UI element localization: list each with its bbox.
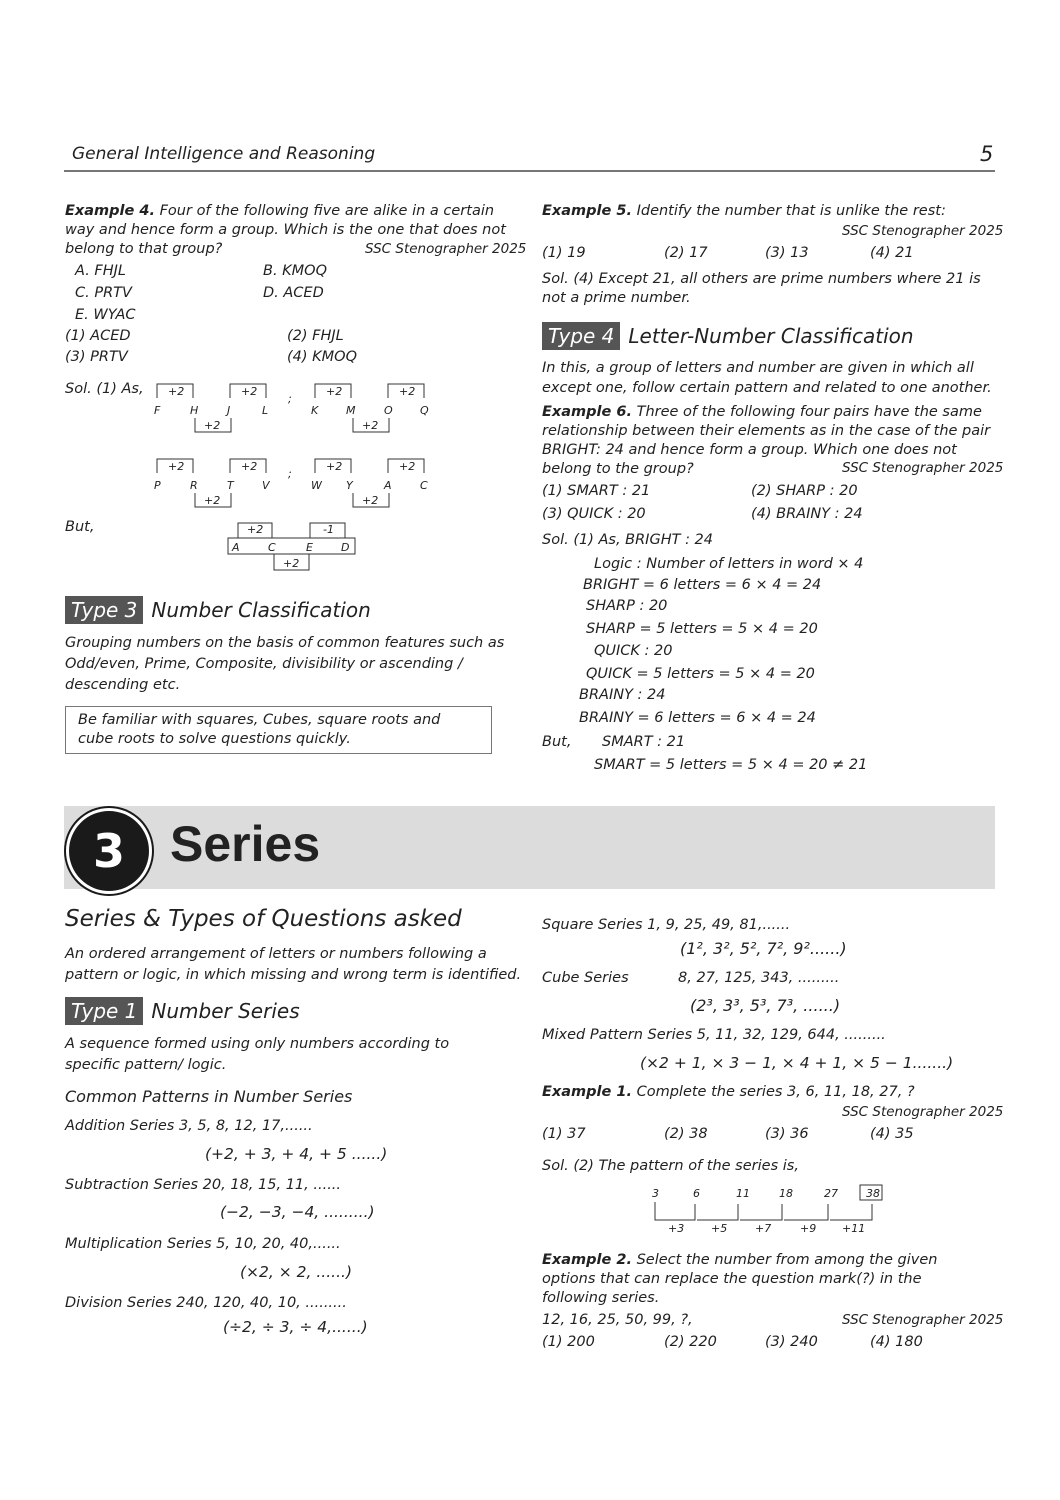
diagram-letter: H — [190, 404, 199, 417]
type-1-heading — [65, 997, 300, 1025]
chapter-number-badge: 3 — [66, 808, 152, 894]
diagram-step-label: +2 — [168, 385, 185, 398]
cube-pattern: (2³, 3³, 5³, 7³, ......) — [690, 996, 841, 1015]
series-diff: +5 — [711, 1222, 728, 1235]
diagram-step-label: +2 — [241, 385, 258, 398]
series-heading: Series & Types of Questions asked — [65, 906, 462, 932]
ex1-solution: Sol. (2) The pattern of the series is, — [542, 1158, 799, 1174]
ex6-but-line-2: SMART = 5 letters = 5 × 4 = 20 ≠ 21 — [594, 757, 868, 773]
series-term: 11 — [736, 1187, 750, 1200]
square-series: Square Series 1, 9, 25, 49, 81,...... — [542, 917, 791, 933]
diagram-step-label: +2 — [204, 494, 221, 507]
patterns-heading: Common Patterns in Number Series — [65, 1087, 353, 1106]
diagram-letter: V — [262, 479, 270, 492]
diagram-letter: K — [311, 404, 319, 417]
ex1-option-4: (4) 35 — [870, 1126, 914, 1142]
series-diff: +7 — [755, 1222, 772, 1235]
type-4-text: In this, a group of letters and number are given in which all except one, follow certain pattern and related to one another. — [542, 360, 992, 396]
diagram-letter: O — [384, 404, 393, 417]
diff-bracket — [830, 1204, 872, 1220]
addition-pattern: (+2, + 3, + 4, + 5 ......) — [205, 1145, 388, 1163]
diagram-step-label: -1 — [323, 523, 334, 536]
ex6-option-3: (3) QUICK : 20 — [542, 506, 646, 522]
diagram-letter: C — [420, 479, 428, 492]
diagram-step-label: +2 — [247, 523, 264, 536]
ex6-option-1: (1) SMART : 21 — [542, 483, 651, 499]
header-rule — [64, 170, 995, 172]
diagram-letter: P — [154, 479, 161, 492]
example-6-source: SSC Stenographer 2025 — [842, 460, 1004, 476]
type-1-title: Number Series — [151, 999, 300, 1023]
example-5-source: SSC Stenographer 2025 — [842, 223, 1004, 239]
ex4-option-2: (2) FHJL — [287, 328, 344, 344]
diagram-step-label: +2 — [326, 385, 343, 398]
series-term: 38 — [866, 1187, 880, 1200]
division-series: Division Series 240, 120, 40, 10, ......... — [65, 1295, 347, 1311]
type-3-label: Type 3 — [65, 596, 143, 624]
ex1-option-2: (2) 38 — [664, 1126, 708, 1142]
subtraction-pattern: (−2, −3, −4, .........) — [220, 1203, 375, 1221]
ex4-item-a: A. FHJL — [75, 263, 127, 279]
series-diff: +11 — [842, 1222, 866, 1235]
diff-bracket — [784, 1204, 828, 1220]
diagram-letter: J — [227, 404, 231, 417]
series-term: 3 — [652, 1187, 659, 1200]
ex5-option-3: (3) 13 — [765, 245, 809, 261]
series-intro: An ordered arrangement of letters or numbers following a pattern or logic, in which missing and wrong term is identified. — [65, 946, 522, 983]
ex6-line: SHARP = 5 letters = 5 × 4 = 20 — [586, 621, 818, 637]
diagram-letter: C — [268, 541, 276, 554]
diagram-step-label: +2 — [241, 460, 258, 473]
ex2-option-4: (4) 180 — [870, 1334, 923, 1350]
diagram-letter: R — [190, 479, 198, 492]
chapter-title: Series — [170, 816, 321, 872]
example-2-source: SSC Stenographer 2025 — [842, 1312, 1004, 1328]
type-3-title: Number Classification — [151, 598, 371, 622]
cube-series-label: Cube Series — [542, 970, 629, 986]
ex6-line: QUICK = 5 letters = 5 × 4 = 20 — [586, 666, 815, 682]
example-4-source: SSC Stenographer 2025 — [365, 241, 527, 257]
letter-step-diagram-3 — [220, 516, 370, 576]
ex4-solution: Sol. (1) As, — [65, 381, 144, 397]
ex2-option-2: (2) 220 — [664, 1334, 717, 1350]
diagram-letter: F — [154, 404, 161, 417]
ex4-option-3: (3) PRTV — [65, 349, 128, 365]
series-diff: +3 — [668, 1222, 685, 1235]
example-4-question: Example 4. Four of the following five are alike in a certain way and hence form a group. Which is the one that does not belong to that group? — [65, 203, 506, 257]
ex6-option-4: (4) BRAINY : 24 — [751, 506, 863, 522]
ex6-solution: Sol. (1) As, BRIGHT : 24 — [542, 532, 714, 548]
diff-bracket — [740, 1204, 782, 1220]
ex6-line: BRIGHT = 6 letters = 6 × 4 = 24 — [583, 577, 822, 593]
ex1-option-3: (3) 36 — [765, 1126, 809, 1142]
ex6-line: QUICK : 20 — [594, 643, 673, 659]
diagram-step-label: +2 — [168, 460, 185, 473]
diagram-step-label: +2 — [326, 460, 343, 473]
series-term: 27 — [824, 1187, 838, 1200]
tip-box: Be familiar with squares, Cubes, square roots and cube roots to solve questions quickly. — [65, 706, 492, 754]
diagram-step-label: +2 — [204, 419, 221, 432]
diagram-letter: Q — [420, 404, 429, 417]
example-5-question: Example 5. Identify the number that is unlike the rest: — [542, 203, 946, 219]
type-4-title: Letter-Number Classification — [628, 324, 914, 348]
example-1-source: SSC Stenographer 2025 — [842, 1104, 1004, 1120]
letter-step-diagram-1 — [140, 378, 440, 438]
ex1-option-1: (1) 37 — [542, 1126, 586, 1142]
diagram-letter: A — [232, 541, 240, 554]
multiplication-pattern: (×2, × 2, ......) — [240, 1263, 352, 1281]
diagram-step-label: +2 — [399, 460, 416, 473]
diagram-letter: W — [311, 479, 322, 492]
running-header: General Intelligence and Reasoning — [72, 144, 376, 164]
diagram-separator: ; — [288, 392, 292, 405]
page-number: 5 — [980, 142, 994, 166]
ex6-line: BRAINY : 24 — [579, 687, 666, 703]
diagram-letter-box — [228, 538, 355, 554]
example-6-question: Example 6. Three of the following four pairs have the same relationship between their elements as in the case of the pair BRIGHT: 24 and hence form a group. Which one does not belong to the group? — [542, 404, 991, 477]
diagram-step-label: +2 — [399, 385, 416, 398]
ex4-item-d: D. ACED — [263, 285, 324, 301]
ex5-option-1: (1) 19 — [542, 245, 586, 261]
ex6-option-2: (2) SHARP : 20 — [751, 483, 858, 499]
ex4-item-c: C. PRTV — [75, 285, 132, 301]
ex4-option-1: (1) ACED — [65, 328, 131, 344]
ex2-option-3: (3) 240 — [765, 1334, 818, 1350]
diagram-separator: ; — [288, 467, 292, 480]
diagram-letter: A — [384, 479, 392, 492]
cube-series: 8, 27, 125, 343, ......... — [678, 970, 840, 986]
subtraction-series: Subtraction Series 20, 18, 15, 11, ...... — [65, 1177, 342, 1193]
type-1-text: A sequence formed using only numbers according to specific pattern/ logic. — [65, 1036, 450, 1073]
series-difference-diagram — [640, 1182, 900, 1237]
ex5-option-4: (4) 21 — [870, 245, 914, 261]
ex4-but: But, — [65, 519, 95, 535]
diagram-letter: Y — [346, 479, 353, 492]
diagram-step-label: +2 — [283, 557, 300, 570]
square-pattern: (1², 3², 5², 7², 9²......) — [680, 939, 847, 958]
diagram-letter: L — [262, 404, 269, 417]
diagram-letter: T — [227, 479, 234, 492]
type-4-heading — [542, 322, 914, 350]
diagram-letter: M — [346, 404, 356, 417]
multiplication-series: Multiplication Series 5, 10, 20, 40,...... — [65, 1236, 341, 1252]
diff-bracket — [697, 1204, 738, 1220]
ex6-line: BRAINY = 6 letters = 6 × 4 = 24 — [579, 710, 816, 726]
ex5-option-2: (2) 17 — [664, 245, 708, 261]
diagram-letter: E — [306, 541, 313, 554]
example-2-sequence: 12, 16, 25, 50, 99, ?, — [542, 1312, 693, 1328]
diagram-step-label: +2 — [362, 419, 379, 432]
division-pattern: (÷2, ÷ 3, ÷ 4,......) — [223, 1318, 368, 1336]
ex4-item-e: E. WYAC — [75, 307, 136, 323]
diff-bracket — [655, 1202, 695, 1220]
ex4-option-4: (4) KMOQ — [287, 349, 357, 365]
ex6-but: But, — [542, 734, 572, 750]
ex6-line: SHARP : 20 — [586, 598, 668, 614]
diagram-letter: D — [341, 541, 350, 554]
ex2-option-1: (1) 200 — [542, 1334, 595, 1350]
ex6-but-line-1: SMART : 21 — [602, 734, 686, 750]
example-1-question: Example 1. Complete the series 3, 6, 11, 18, 27, ? — [542, 1084, 915, 1100]
type-4-label: Type 4 — [542, 322, 620, 350]
ex6-logic: Logic : Number of letters in word × 4 — [594, 556, 864, 572]
series-diff: +9 — [800, 1222, 817, 1235]
mixed-series: Mixed Pattern Series 5, 11, 32, 129, 644, ......... — [542, 1027, 886, 1043]
ex4-item-b: B. KMOQ — [263, 263, 328, 279]
type-3-heading — [65, 596, 371, 624]
diagram-step-label: +2 — [362, 494, 379, 507]
addition-series: Addition Series 3, 5, 8, 12, 17,...... — [65, 1118, 313, 1134]
letter-step-diagram-2 — [140, 453, 440, 513]
mixed-pattern: (×2 + 1, × 3 − 1, × 4 + 1, × 5 − 1.......) — [640, 1054, 954, 1072]
series-term: 6 — [693, 1187, 700, 1200]
ex5-solution: Sol. (4) Except 21, all others are prime numbers where 21 is not a prime number. — [542, 271, 981, 306]
type-3-text: Grouping numbers on the basis of common features such as Odd/even, Prime, Composite, divisibility or ascending / descending etc. — [65, 635, 505, 693]
series-term: 18 — [779, 1187, 793, 1200]
type-1-label: Type 1 — [65, 997, 143, 1025]
example-2-question: Example 2. Select the number from among the given options that can replace the question mark(?) in the following series. — [542, 1252, 938, 1306]
